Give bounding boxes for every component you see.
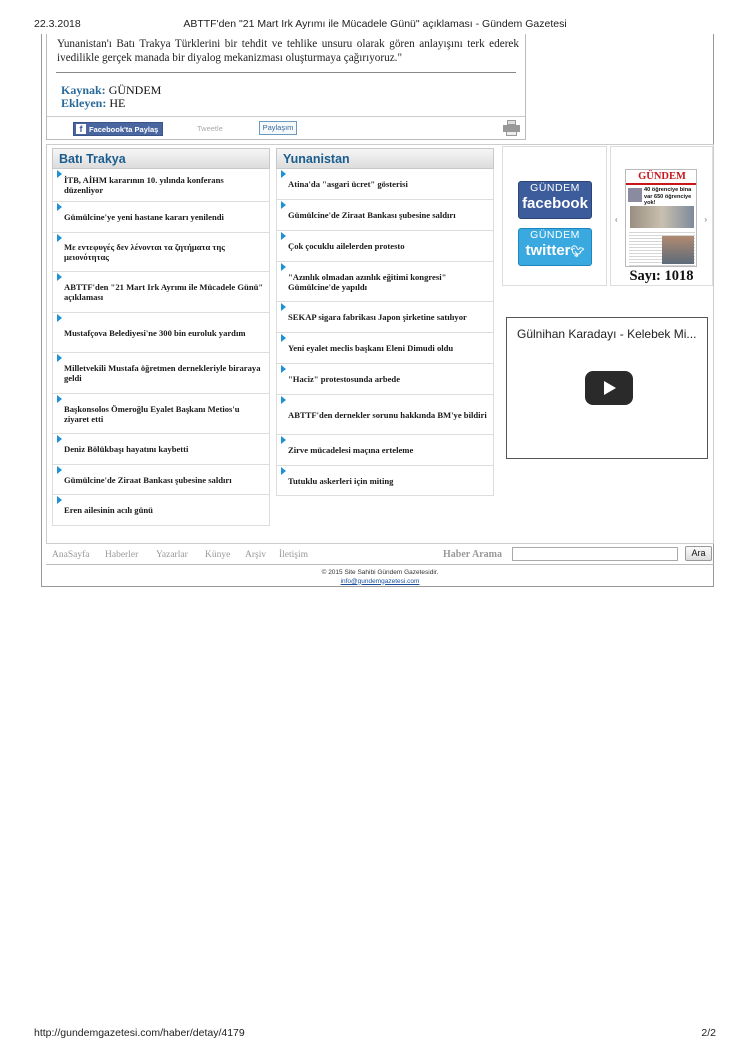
news-item[interactable]: Başkonsolos Ömeroğlu Eyalet Başkanı Metios'u ziyaret etti — [52, 394, 270, 434]
search-button[interactable]: Ara — [685, 546, 712, 561]
cover-prev-button[interactable]: ‹ — [615, 215, 618, 224]
bullet-arrow-icon — [57, 203, 62, 211]
yunanistan-column — [276, 148, 494, 496]
print-date: 22.3.2018 — [34, 18, 81, 30]
news-item[interactable]: Gümülcine'de Ziraat Bankası şubesine saldırı — [52, 465, 270, 495]
news-item[interactable]: Zirve mücadelesi maçına erteleme — [276, 435, 494, 466]
facebook-button-label: facebook — [522, 195, 588, 212]
bullet-arrow-icon — [281, 263, 286, 271]
news-item[interactable]: Yeni eyalet meclis başkanı Eleni Dimudi oldu — [276, 333, 494, 364]
nav-link-iletisim[interactable]: İletişim — [279, 550, 309, 560]
bullet-arrow-icon — [281, 232, 286, 240]
newspaper-masthead: GÜNDEM — [626, 170, 697, 183]
video-title[interactable]: Gülnihan Karadayı - Kelebek Mi... — [517, 327, 697, 341]
news-item[interactable]: Deniz Bölükbaşı hayatını kaybetti — [52, 434, 270, 465]
facebook-page-button[interactable] — [518, 181, 592, 219]
newspaper-cover-image[interactable] — [625, 169, 697, 267]
share-button[interactable]: Paylaşım — [259, 121, 297, 135]
news-item[interactable]: Gümülcine'ye yeni hastane kararı yenilendi — [52, 202, 270, 233]
nav-link-kunye[interactable]: Künye — [205, 550, 231, 560]
bullet-arrow-icon — [57, 273, 62, 281]
twitter-bird-icon: 🐦︎ — [570, 246, 585, 258]
article-text: Yunanistan'ı Batı Trakya Türklerini bir tehdit ve tehlike unsuru olarak gören anlayışını terk ederek ivedilikle gerçek manada bir diyalog mekanizması oluşturmaya çağırıyoruz." — [57, 38, 519, 64]
bullet-arrow-icon — [281, 201, 286, 209]
print-footer — [34, 1027, 716, 1041]
source-label: Kaynak: — [61, 83, 106, 97]
bati-trakya-column — [52, 148, 270, 526]
news-item[interactable]: "Haciz" protestosunda arbede — [276, 364, 494, 395]
newspaper-cover-box — [610, 146, 713, 286]
news-item[interactable]: SEKAP sigara fabrikası Japon şirketine satılıyor — [276, 302, 494, 333]
news-item[interactable]: Gümülcine'de Ziraat Bankası şubesine saldırı — [276, 200, 494, 231]
bullet-arrow-icon — [57, 170, 62, 178]
added-label: Ekleyen: — [61, 96, 107, 110]
article-box — [46, 34, 526, 140]
search-label: Haber Arama — [443, 549, 502, 560]
bullet-arrow-icon — [281, 365, 286, 373]
facebook-share-button[interactable] — [73, 122, 163, 136]
article-divider — [56, 72, 516, 73]
bullet-arrow-icon — [281, 170, 286, 178]
news-item[interactable]: Milletvekili Mustafa öğretmen dernekleriyle biraraya geldi — [52, 353, 270, 394]
nav-link-arsiv[interactable]: Arşiv — [245, 550, 267, 560]
news-item[interactable]: Mustafçova Belediyesi'ne 300 bin euroluk yardım — [52, 313, 270, 353]
nav-link-yazarlar[interactable]: Yazarlar — [156, 550, 188, 560]
news-item[interactable]: "Azınlık olmadan azınlık eğitimi kongresi" Gümülcine'de yapıldı — [276, 262, 494, 302]
bati-trakya-heading: Batı Trakya — [52, 148, 270, 169]
bullet-arrow-icon — [57, 314, 62, 322]
print-url: http://gundemgazetesi.com/haber/detay/4179 — [34, 1027, 245, 1039]
nav-link-anasayfa[interactable]: AnaSayfa — [52, 550, 90, 560]
news-item[interactable]: Çok çocuklu ailelerden protesto — [276, 231, 494, 262]
bullet-arrow-icon — [57, 496, 62, 504]
bullet-arrow-icon — [57, 354, 62, 362]
video-embed[interactable] — [506, 317, 708, 459]
news-item[interactable]: Atina'da "asgari ücret" gösterisi — [276, 169, 494, 200]
search-input[interactable] — [512, 547, 678, 561]
bullet-arrow-icon — [57, 435, 62, 443]
facebook-button-brand: GÜNDEM — [530, 182, 580, 194]
footer-nav — [46, 545, 714, 565]
bullet-arrow-icon — [57, 395, 62, 403]
bullet-arrow-icon — [57, 234, 62, 242]
print-header — [34, 18, 716, 32]
added-value: HE — [109, 96, 126, 110]
news-item[interactable]: Tutuklu askerleri için miting — [276, 466, 494, 496]
newspaper-headline: 40 öğrenciye bina var 650 öğrenciye yok! — [644, 187, 692, 207]
contact-email-link[interactable]: info@gundemgazetesi.com — [340, 577, 420, 585]
tweet-button[interactable]: Tweetle — [197, 124, 223, 133]
facebook-icon: f — [76, 124, 86, 134]
bullet-arrow-icon — [281, 334, 286, 342]
print-page-number: 2/2 — [701, 1027, 716, 1039]
play-icon[interactable] — [585, 371, 633, 405]
bullet-arrow-icon — [281, 396, 286, 404]
copyright-text: © 2015 Site Sahibi Gündem Gazetesidir. — [321, 569, 439, 576]
news-item[interactable]: İTB, AİHM kararının 10. yılında konferans düzenliyor — [52, 169, 270, 202]
news-item[interactable]: ABTTF'den "21 Mart Irk Ayrımı ile Mücadele Günü" açıklaması — [52, 272, 270, 313]
bullet-arrow-icon — [57, 466, 62, 474]
printer-icon[interactable] — [503, 120, 520, 136]
social-box — [502, 146, 607, 286]
news-item[interactable]: Με εντεφυγές δεν λένονται τα ζητήματα της μειονότητας — [52, 233, 270, 272]
copyright — [46, 569, 714, 586]
news-item[interactable]: Eren ailesinin acılı günü — [52, 495, 270, 526]
bullet-arrow-icon — [281, 467, 286, 475]
facebook-share-label: Facebook'ta Paylaş — [89, 125, 159, 134]
twitter-page-button[interactable] — [518, 228, 592, 266]
newspaper-issue-number: Sayı: 1018 — [629, 268, 694, 284]
nav-link-haberler[interactable]: Haberler — [105, 550, 139, 560]
twitter-button-brand: GÜNDEM — [530, 229, 580, 241]
article-author — [61, 96, 125, 111]
news-item[interactable]: ABTTF'den dernekler sorunu hakkında BM'ye bildiri — [276, 395, 494, 435]
cover-next-button[interactable]: › — [704, 215, 707, 224]
bullet-arrow-icon — [281, 436, 286, 444]
yunanistan-heading: Yunanistan — [276, 148, 494, 169]
print-title: ABTTF'den "21 Mart Irk Ayrımı ile Mücadele Günü" açıklaması - Gündem Gazetesi — [183, 18, 567, 30]
source-value: GÜNDEM — [108, 83, 162, 97]
bullet-arrow-icon — [281, 303, 286, 311]
twitter-button-label: twitter🐦︎ — [525, 242, 585, 259]
share-bar — [47, 116, 525, 139]
